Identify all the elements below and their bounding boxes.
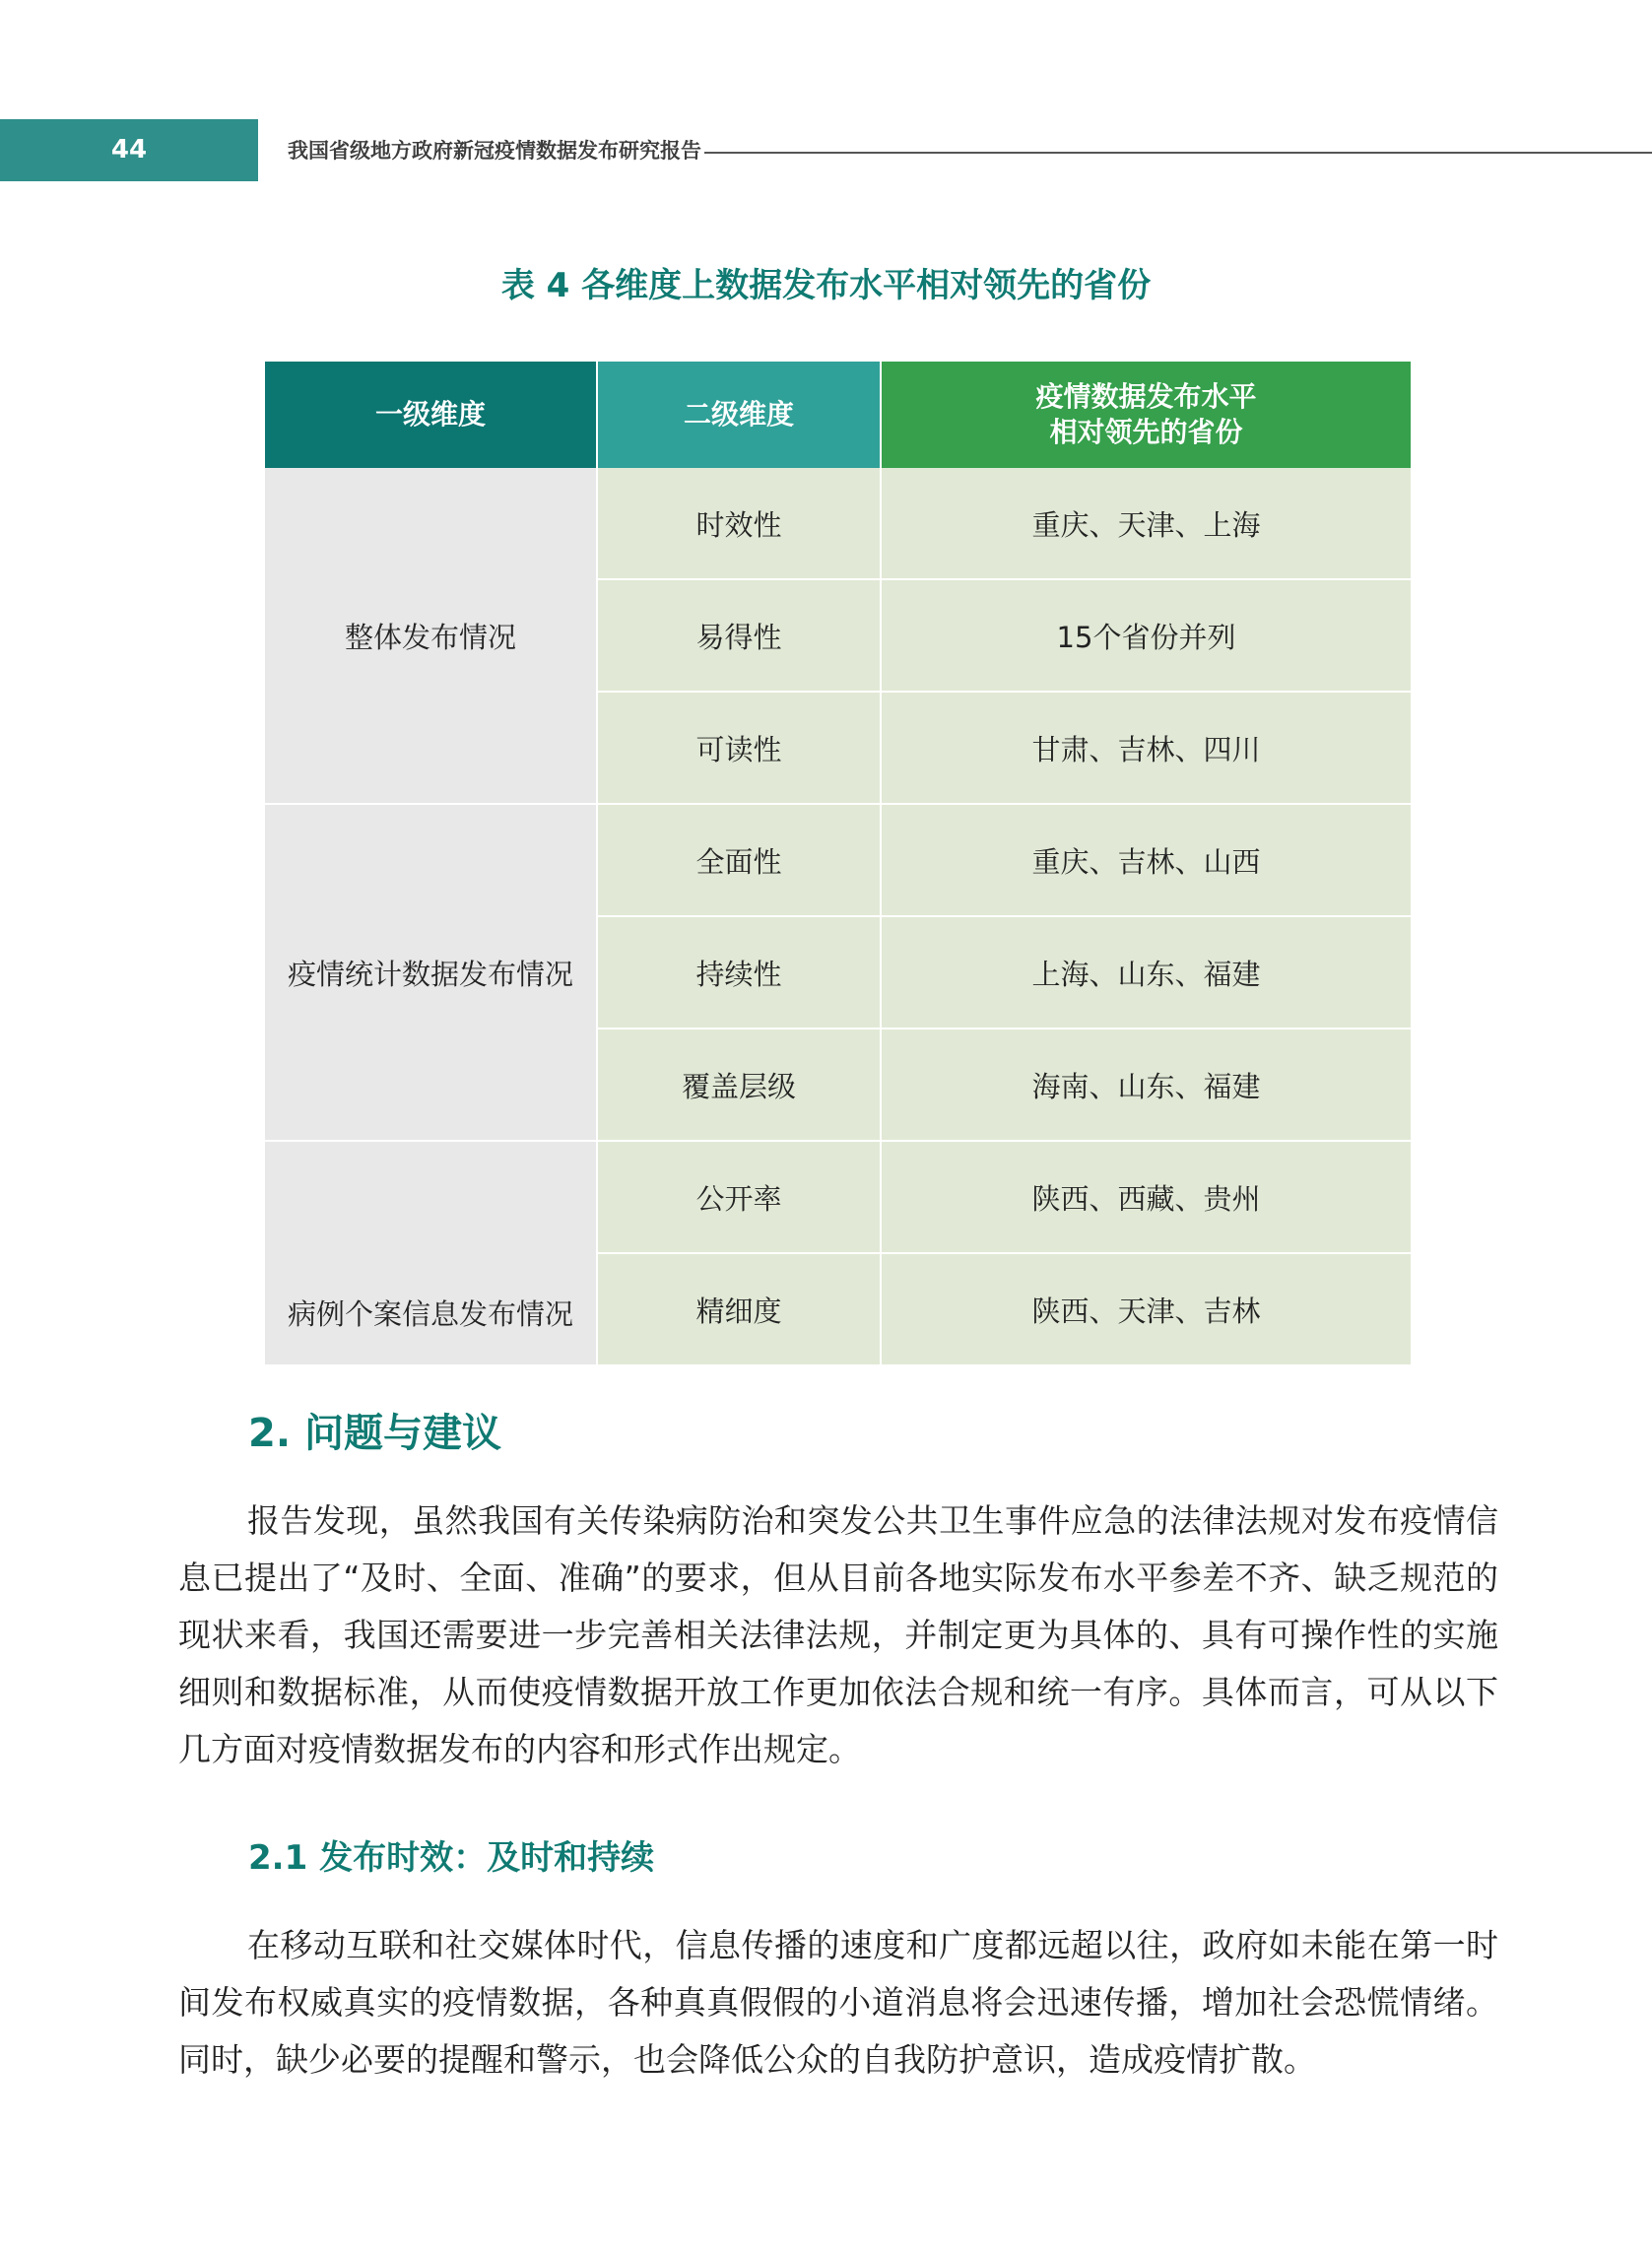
group-cell	[265, 804, 597, 1141]
group-cell	[265, 1141, 597, 1365]
group-cell	[265, 468, 597, 804]
provinces-cell: 陕西、天津、吉林	[881, 1253, 1411, 1365]
table-header-row	[265, 362, 1411, 468]
body-paragraph: 在移动互联和社交媒体时代，信息传播的速度和广度都远超以往，政府如未能在第一时间发布权威真实的疫情数据，各种真真假假的小道消息将会迅速传播，增加社会恐慌情绪。同时，缺少必要的提醒和警示，也会降低公众的自我防护意识，造成疫情扩散。	[178, 1926, 1498, 2079]
table-caption: 表 4 各维度上数据发布水平相对领先的省份	[500, 266, 1152, 305]
provinces-cell: 海南、山东、福建	[881, 1029, 1411, 1141]
group-label: 疫情统计数据发布情况	[287, 957, 573, 991]
dimension-cell: 全面性	[597, 804, 881, 916]
column-header-line: 相对领先的省份	[1049, 416, 1243, 448]
provinces-cell: 陕西、西藏、贵州	[881, 1141, 1411, 1253]
group-label: 病例个案信息发布情况	[287, 1296, 573, 1331]
dimension-cell: 公开率	[597, 1141, 881, 1253]
header-rule	[704, 152, 1652, 154]
table-row	[265, 804, 1411, 916]
provinces-cell: 重庆、吉林、山西	[881, 804, 1411, 916]
section-heading: 2. 问题与建议	[248, 1411, 501, 1456]
column-header-line: 疫情数据发布水平	[1035, 380, 1257, 413]
running-title: 我国省级地方政府新冠疫情数据发布研究报告	[288, 139, 701, 163]
dimension-cell: 持续性	[597, 916, 881, 1029]
provinces-cell: 15个省份并列	[881, 579, 1411, 692]
provinces-cell: 上海、山东、福建	[881, 916, 1411, 1029]
column-header: 一级维度	[265, 362, 597, 468]
body-paragraph: 报告发现，虽然我国有关传染病防治和突发公共卫生事件应急的法律法规对发布疫情信息已提出了“及时、全面、准确”的要求，但从目前各地实际发布水平参差不齐、缺乏规范的现状来看，我国还需要进一步完善相关法律法规，并制定更为具体的、具有可操作性的实施细则和数据标准，从而使疫情数据开放工作更加依法合规和统一有序。具体而言，可从以下几方面对疫情数据发布的内容和形式作出规定。	[178, 1501, 1498, 1768]
dimension-cell: 覆盖层级	[597, 1029, 881, 1141]
table-row	[265, 1141, 1411, 1253]
dimension-cell: 易得性	[597, 579, 881, 692]
page-number: 44	[110, 135, 148, 165]
dimension-cell: 时效性	[597, 468, 881, 579]
column-header: 二级维度	[597, 362, 881, 468]
data-table	[265, 362, 1411, 1366]
dimension-cell: 可读性	[597, 692, 881, 804]
provinces-cell: 重庆、天津、上海	[881, 468, 1411, 579]
table-row	[265, 468, 1411, 579]
provinces-cell: 甘肃、吉林、四川	[881, 692, 1411, 804]
subsection-heading: 2.1 发布时效：及时和持续	[248, 1838, 655, 1878]
column-header	[881, 362, 1411, 468]
dimension-cell: 精细度	[597, 1253, 881, 1365]
group-label: 整体发布情况	[344, 620, 516, 654]
